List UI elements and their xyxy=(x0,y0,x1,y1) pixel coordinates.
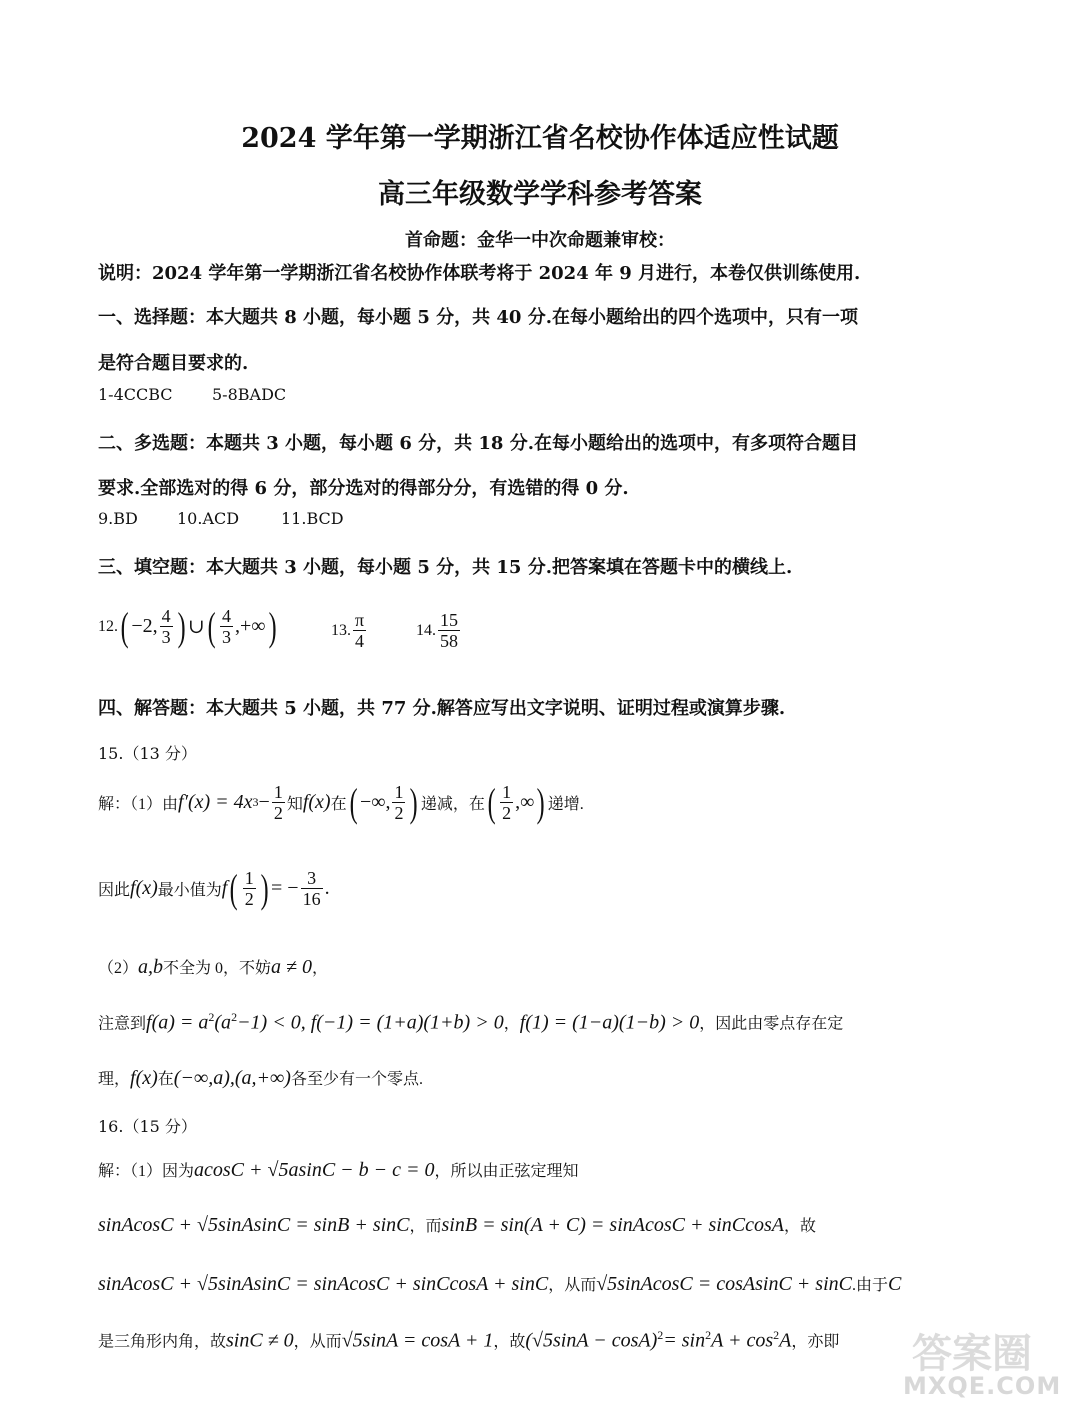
formula: = − xyxy=(271,877,299,899)
formula: a ≠ 0 xyxy=(271,956,313,978)
text: 解：（1）因为 xyxy=(98,1163,195,1180)
q16-label: 16.（15 分） xyxy=(98,1117,197,1136)
formula: sinAcosC + √5sinAsinC = sinB + sinC xyxy=(98,1214,410,1236)
answer-9: 9.BD xyxy=(98,509,138,528)
text: 解：（1）由 xyxy=(98,796,179,813)
formula: (−∞,a),(a,+∞) xyxy=(173,1067,291,1089)
q15-line1 xyxy=(98,779,584,825)
section1-answers-a: 1-4CCBC xyxy=(98,385,173,404)
paren-open: ( xyxy=(487,779,496,825)
answer-10: 10.ACD xyxy=(177,509,240,528)
formula: C xyxy=(887,1273,902,1295)
formula: f xyxy=(221,877,228,899)
fraction: $\frac{1}{2}$ xyxy=(502,782,512,823)
answer-11: 11.BCD xyxy=(281,509,344,528)
formula: f(1) = (1−a)(1−b) > 0 xyxy=(519,1011,700,1034)
formula: f(x) xyxy=(302,791,331,813)
q16-line1 xyxy=(98,1158,579,1182)
formula: ,∞ xyxy=(515,791,535,813)
watermark-url: MXQE.COM xyxy=(903,1372,1062,1400)
paren-open: ( xyxy=(230,865,239,911)
answer-14 xyxy=(416,610,462,651)
formula: sinC ≠ 0 xyxy=(226,1329,294,1352)
fraction: $\frac{4}{3}$ xyxy=(161,606,171,647)
paren-close: ) xyxy=(177,603,186,649)
answer-13 xyxy=(331,610,368,651)
paren-close: ) xyxy=(410,779,419,825)
formula: A xyxy=(779,1329,792,1352)
section2-heading-cont: 要求.全部选对的得 6 分，部分选对的得部分分，有选错的得 0 分. xyxy=(98,478,629,499)
exponent: 2 xyxy=(773,1328,780,1342)
q15-line2 xyxy=(98,865,330,911)
paren-open: ( xyxy=(120,603,129,649)
section4-heading: 四、解答题：本大题共 5 小题，共 77 分.解答应写出文字说明、证明过程或演算步骤. xyxy=(98,698,786,719)
text: 注意到 xyxy=(98,1015,147,1033)
section3-heading: 三、填空题：本大题共 3 小题，每小题 5 分，共 15 分.把答案填在答题卡中的横线上. xyxy=(98,557,793,578)
text: 知 xyxy=(286,796,303,813)
text: 理， xyxy=(98,1071,131,1088)
q16-line4 xyxy=(98,1328,839,1353)
paren-close: ) xyxy=(537,779,546,825)
formula: √5sinAcosC = cosAsinC + sinC xyxy=(596,1273,852,1295)
formula: sinB = sin(A + C) = sinAcosC + sinCcosA xyxy=(441,1214,785,1236)
exponent: 2 xyxy=(705,1328,712,1342)
minus: − xyxy=(258,791,270,813)
section1-answers-b: 5-8BADC xyxy=(212,385,287,404)
text: ，从而 xyxy=(548,1277,597,1294)
fraction: $\frac{\pi}{4}$ xyxy=(355,610,365,651)
formula: = sin xyxy=(663,1329,706,1352)
formula: acosC + √5asinC − b − c = 0 xyxy=(194,1159,435,1181)
text: 是三角形内角，故 xyxy=(98,1333,227,1351)
section1-heading: 一、选择题：本大题共 8 小题，每小题 5 分，共 40 分.在每小题给出的四个选项中，只有一项 xyxy=(98,307,858,328)
formula: f′(x) = 4x xyxy=(178,791,253,813)
section1-heading-cont: 是符合题目要求的. xyxy=(98,353,249,374)
paren-open: ( xyxy=(349,779,358,825)
text: ，故 xyxy=(784,1218,817,1235)
text: ，而 xyxy=(409,1218,442,1235)
exponent: 2 xyxy=(657,1328,664,1342)
fraction: $\frac{1}{2}$ xyxy=(394,782,404,823)
paren-close: ) xyxy=(260,865,269,911)
union-symbol: ∪ xyxy=(187,616,205,638)
text: 递减，在 xyxy=(420,796,485,813)
formula: (a xyxy=(214,1011,232,1034)
text: ，从而 xyxy=(293,1333,342,1351)
text: ，亦即 xyxy=(791,1333,840,1351)
page-subtitle: 高三年级数学学科参考答案 xyxy=(378,179,702,210)
text: 最小值为 xyxy=(157,882,222,899)
q16-line3 xyxy=(98,1272,901,1296)
q15-line3 xyxy=(98,955,328,979)
q16-line2 xyxy=(98,1213,816,1237)
text: ， xyxy=(503,1015,520,1033)
answer-14-label: 14. xyxy=(416,621,436,639)
q15-label: 15.（13 分） xyxy=(98,744,197,763)
fraction: $\frac{15}{58}$ xyxy=(440,610,458,651)
fraction: $\frac{1}{2}$ xyxy=(273,782,283,823)
text: . xyxy=(324,877,330,899)
text: ，所以由正弦定理知 xyxy=(434,1163,579,1180)
answer-12-left: −2, xyxy=(131,615,158,637)
exponent: 2 xyxy=(231,1010,238,1024)
exponent: 3 xyxy=(252,795,259,809)
formula: A + cos xyxy=(711,1329,774,1352)
formula: f(x) xyxy=(130,877,158,899)
text: ，因此由零点存在定 xyxy=(699,1015,844,1033)
formula: f(x) xyxy=(130,1067,158,1089)
answer-12 xyxy=(98,603,279,649)
text: 因此 xyxy=(98,882,131,899)
formula: √5sinA = cosA + 1 xyxy=(341,1329,494,1352)
fraction: $\frac{4}{3}$ xyxy=(222,606,232,647)
answer-13-label: 13. xyxy=(331,621,351,639)
note-line: 说明：2024 学年第一学期浙江省名校协作体联考将于 2024 年 9 月进行，本卷仅供训练使用. xyxy=(98,263,861,284)
fraction: $\frac{3}{16}$ xyxy=(302,868,321,909)
text: ，故 xyxy=(493,1333,526,1351)
fraction: $\frac{1}{2}$ xyxy=(244,868,254,909)
text: 不全为 0，不妨 xyxy=(163,960,272,977)
formula: (√5sinA − cosA) xyxy=(525,1329,658,1352)
formula: −1) < 0, f(−1) = (1+a)(1+b) > 0 xyxy=(237,1011,504,1034)
text: 在 xyxy=(157,1071,174,1088)
authors-line: 首命题：金华一中次命题兼审校： xyxy=(405,230,675,251)
answer-12-label: 12. xyxy=(98,617,118,635)
paren-close: ) xyxy=(268,603,277,649)
section2-heading: 二、多选题：本题共 3 小题，每小题 6 分，共 18 分.在每小题给出的选项中，有多项符合题目 xyxy=(98,433,858,454)
q15-line4 xyxy=(98,1010,843,1035)
exponent: 2 xyxy=(208,1010,215,1024)
text: ， xyxy=(312,960,329,977)
q15-line5 xyxy=(98,1066,423,1090)
formula: f(a) = a xyxy=(146,1011,209,1034)
text: 在 xyxy=(330,796,347,813)
text: （2） xyxy=(98,960,139,977)
answer-12-right: ,+∞ xyxy=(235,615,266,637)
text: 各至少有一个零点. xyxy=(290,1071,423,1088)
text: 递增. xyxy=(547,796,584,813)
paren-open: ( xyxy=(207,603,216,649)
text: .由于 xyxy=(851,1277,888,1294)
formula: a,b xyxy=(138,956,164,978)
formula: sinAcosC + √5sinAsinC = sinAcosC + sinCcosA + sinC xyxy=(98,1273,549,1295)
watermark-logo: 答案圈 xyxy=(912,1331,1032,1377)
formula: −∞, xyxy=(359,791,391,813)
page-title: 2024 学年第一学期浙江省名校协作体适应性试题 xyxy=(241,123,839,154)
